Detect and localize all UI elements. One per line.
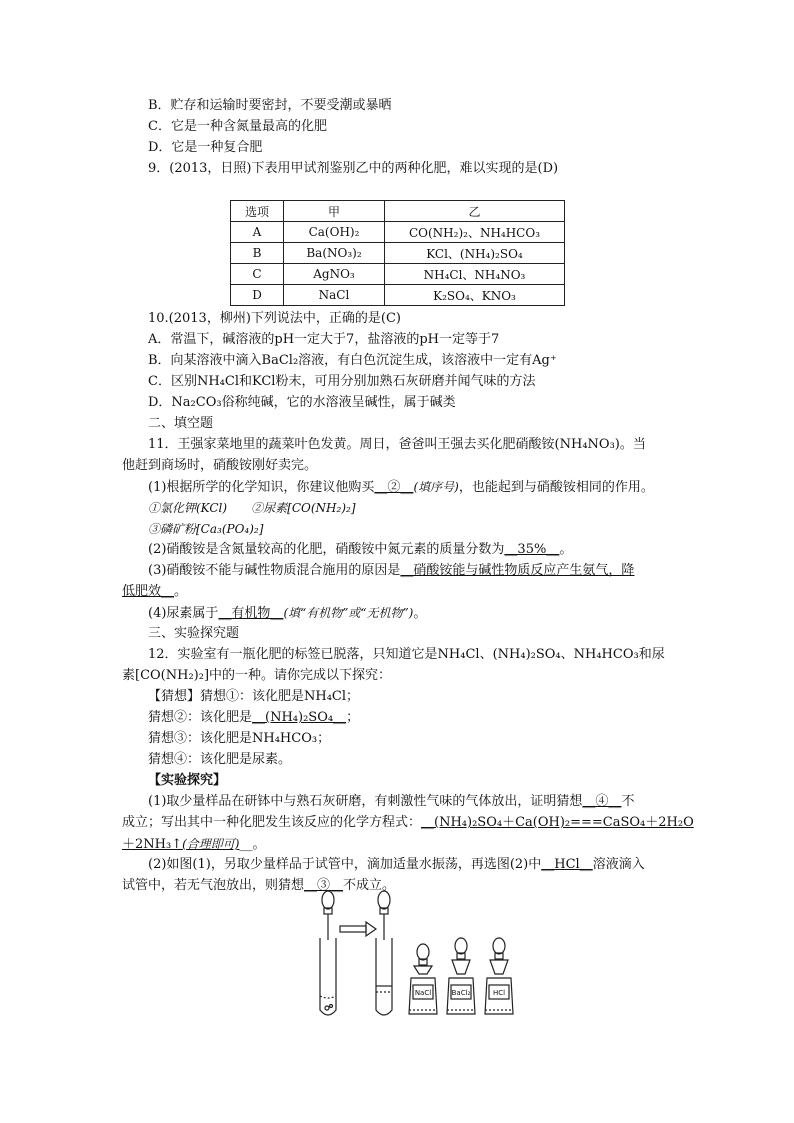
q12-guess-2: [148, 709, 359, 727]
experiment-figure: [310, 888, 530, 1028]
q12-guess-2-answer: __(NH₄)₂SO₄__: [252, 710, 347, 725]
q12-guess-1: 【猜想】猜想①：该化肥是NH₄Cl；: [148, 689, 360, 704]
q11-part1-answer: __②__: [374, 480, 414, 495]
q8-option-d: D．它是一种复合肥: [148, 140, 263, 155]
bottle-label-nacl: NaCl: [414, 989, 432, 997]
q11-stem-line1: 11．王强家菜地里的蔬菜叶色发黄。周日，爸爸叫王强去买化肥硝酸铵(NH₄NO₃)。当: [148, 437, 646, 452]
q9-stem: 9．(2013，日照)下表用甲试剂鉴别乙中的两种化肥，难以实现的是(D): [148, 161, 559, 176]
q11-part3-answer-line1: __硝酸铵能与碱性物质反应产生氨气，降: [400, 563, 635, 578]
q10-option-c: C．区别NH₄Cl和KCl粉末，可用分别加熟石灰研磨并闻气味的方法: [148, 374, 536, 389]
header-fertilizers: 乙: [385, 201, 565, 222]
table-row: [231, 243, 565, 264]
header-reagent: 甲: [284, 201, 385, 222]
q11-part2-prompt: (2)硝酸铵是含氮量较高的化肥，硝酸铵中氮元素的质量分数为: [148, 542, 505, 557]
q12-guess-3: 猜想③：该化肥是NH₄HCO₃；: [148, 731, 331, 746]
q12-stem-line1: 12．实验室有一瓶化肥的标签已脱落，只知道它是NH₄Cl、(NH₄)₂SO₄、NH₄HCO₃和尿: [148, 647, 665, 662]
dropper-bottle-icon: [409, 944, 437, 1014]
q11-stem-line2: 他赶到商场时，硝酸铵刚好卖完。: [122, 458, 318, 473]
q10-option-a: A．常温下，碱溶液的pH一定大于7，盐溶液的pH一定等于7: [148, 332, 500, 347]
q11-part2-tail: 。: [559, 542, 573, 557]
test-tube-icon: [376, 938, 392, 1015]
test-tube-icon: [320, 938, 336, 1015]
table-row: [231, 285, 565, 306]
q12-exp2-prompt: (2)如图(1)，另取少量样品于试管中，滴加适量水振荡，再选图(2)中: [148, 857, 542, 872]
q11-part1: [148, 478, 654, 497]
q12-exp1-line3: [122, 835, 265, 854]
q12-exp2-line1: [148, 856, 645, 874]
q12-guess-2-prompt: 猜想②：该化肥是: [148, 710, 253, 725]
table-row: [231, 222, 565, 243]
q11-part3-line2: [122, 583, 187, 601]
q11-part3-tail: 。: [174, 584, 188, 599]
q12-exp2-answer-guess: __③__: [304, 878, 344, 893]
cell-fertilizers: KCl、(NH₄)₂SO₄: [385, 243, 565, 264]
cell-fertilizers: NH₄Cl、NH₄NO₃: [385, 264, 565, 285]
q8-option-b: B．贮存和运输时要密封，不要受潮或暴晒: [148, 98, 392, 113]
header-option: 选项: [231, 201, 284, 222]
cell-option: C: [231, 264, 284, 285]
cell-fertilizers: CO(NH₂)₂、NH₄HCO₃: [385, 222, 565, 243]
cell-reagent: NaCl: [284, 285, 385, 306]
table-row: [231, 264, 565, 285]
q10-stem: 10.(2013，柳州)下列说法中，正确的是(C): [148, 311, 401, 326]
q11-part4: [148, 604, 426, 623]
q12-guess-4: 猜想④：该化肥是尿素。: [148, 752, 292, 767]
q11-part1-tail: ，也能起到与硝酸铵相同的作用。: [458, 480, 654, 495]
q11-part1-prompt: (1)根据所学的化学知识，你建议他购买: [148, 480, 375, 495]
cell-option: A: [231, 222, 284, 243]
arrow-right-icon: [340, 922, 376, 936]
q12-exp1-equation-line1: __(NH₄)₂SO₄＋Ca(OH)₂===CaSO₄＋2H₂O: [421, 815, 694, 830]
q11-choices-row: [148, 499, 356, 518]
table-header-row: [231, 201, 565, 222]
section-fill-in: 二、填空题: [148, 416, 214, 431]
q12-exp1-equation-prompt: 成立；写出其中一种化肥发生该反应的化学方程式：: [122, 815, 422, 830]
q11-choice-1: ①氯化钾(KCl): [148, 501, 228, 515]
q11-choice-2: ②尿素[CO(NH₂)₂]: [251, 501, 356, 515]
q12-exp1-prompt: (1)取少量样品在研钵中与熟石灰研磨，有刺激性气味的气体放出，证明猜想: [148, 794, 583, 809]
cell-reagent: Ba(NO₃)₂: [284, 243, 385, 264]
q11-part3-answer-line2: 低肥效__: [122, 584, 175, 599]
section-experiment: 三、实验探究题: [148, 626, 240, 641]
dropper-bottle-icon: [485, 938, 513, 1014]
q12-exp2-answer-reagent: __HCl__: [541, 857, 593, 872]
q10-option-d: D．Na₂CO₃俗称纯碱，它的水溶液呈碱性，属于碱类: [148, 395, 456, 410]
q11-part4-tail: 。: [413, 606, 427, 621]
q12-exp2-tail-2: 不成立。: [343, 878, 396, 893]
q11-part1-note: (填序号): [413, 480, 459, 494]
q12-guess-2-tail: ；: [346, 710, 360, 725]
q12-stem-line2: 素[CO(NH₂)₂]中的一种。请你完成以下探究：: [122, 668, 392, 683]
bottle-label-bacl2: BaCl₂: [451, 989, 471, 997]
q8-option-c: C．它是一种含氮量最高的化肥: [148, 119, 327, 134]
q11-part4-prompt: (4)尿素属于: [148, 606, 219, 621]
q12-exp1-tail: 不: [621, 794, 635, 809]
q12-exp1-line1: [148, 793, 634, 811]
q11-choice-3: [148, 520, 263, 539]
q11-part2: [148, 541, 572, 559]
bottle-label-hcl: HCl: [492, 989, 506, 997]
cell-reagent: AgNO₃: [284, 264, 385, 285]
q10-option-b: B．向某溶液中滴入BaCl₂溶液，有白色沉淀生成，该溶液中一定有Ag⁺: [148, 353, 557, 368]
cell-option: D: [231, 285, 284, 306]
q12-exp1-answer-guess: __④__: [582, 794, 622, 809]
q12-experiment-title: 【实验探究】: [148, 773, 227, 788]
q9-table: [230, 200, 565, 306]
cell-reagent: Ca(OH)₂: [284, 222, 385, 243]
q11-part4-answer: __有机物__: [218, 606, 284, 621]
q11-part3-line1: [148, 562, 634, 580]
dropper-icon: [378, 891, 390, 940]
dropper-bottle-icon: [447, 938, 475, 1014]
cell-option: B: [231, 243, 284, 264]
q12-exp1-equation-line2: ＋2NH₃↑: [122, 837, 183, 852]
q11-part4-note: (填“有机物”或“无机物”): [283, 606, 414, 620]
q11-part3-prompt: (3)硝酸铵不能与碱性物质混合施用的原因是: [148, 563, 401, 578]
q12-exp1-equation-note: (合理即可): [182, 837, 240, 851]
dropper-icon: [322, 891, 334, 940]
q12-exp2-tail: 溶液滴入: [592, 857, 645, 872]
cell-fertilizers: K₂SO₄、KNO₃: [385, 285, 565, 306]
q11-choice-3-text: ③磷矿粉[Ca₃(PO₄)₂]: [148, 522, 264, 536]
q12-exp1-equation-tail: __。: [239, 837, 266, 852]
q12-exp2-prompt-2: 试管中，若无气泡放出，则猜想: [122, 878, 305, 893]
q11-part2-answer: __35%__: [504, 542, 560, 557]
q12-exp1-line2: [122, 814, 694, 832]
